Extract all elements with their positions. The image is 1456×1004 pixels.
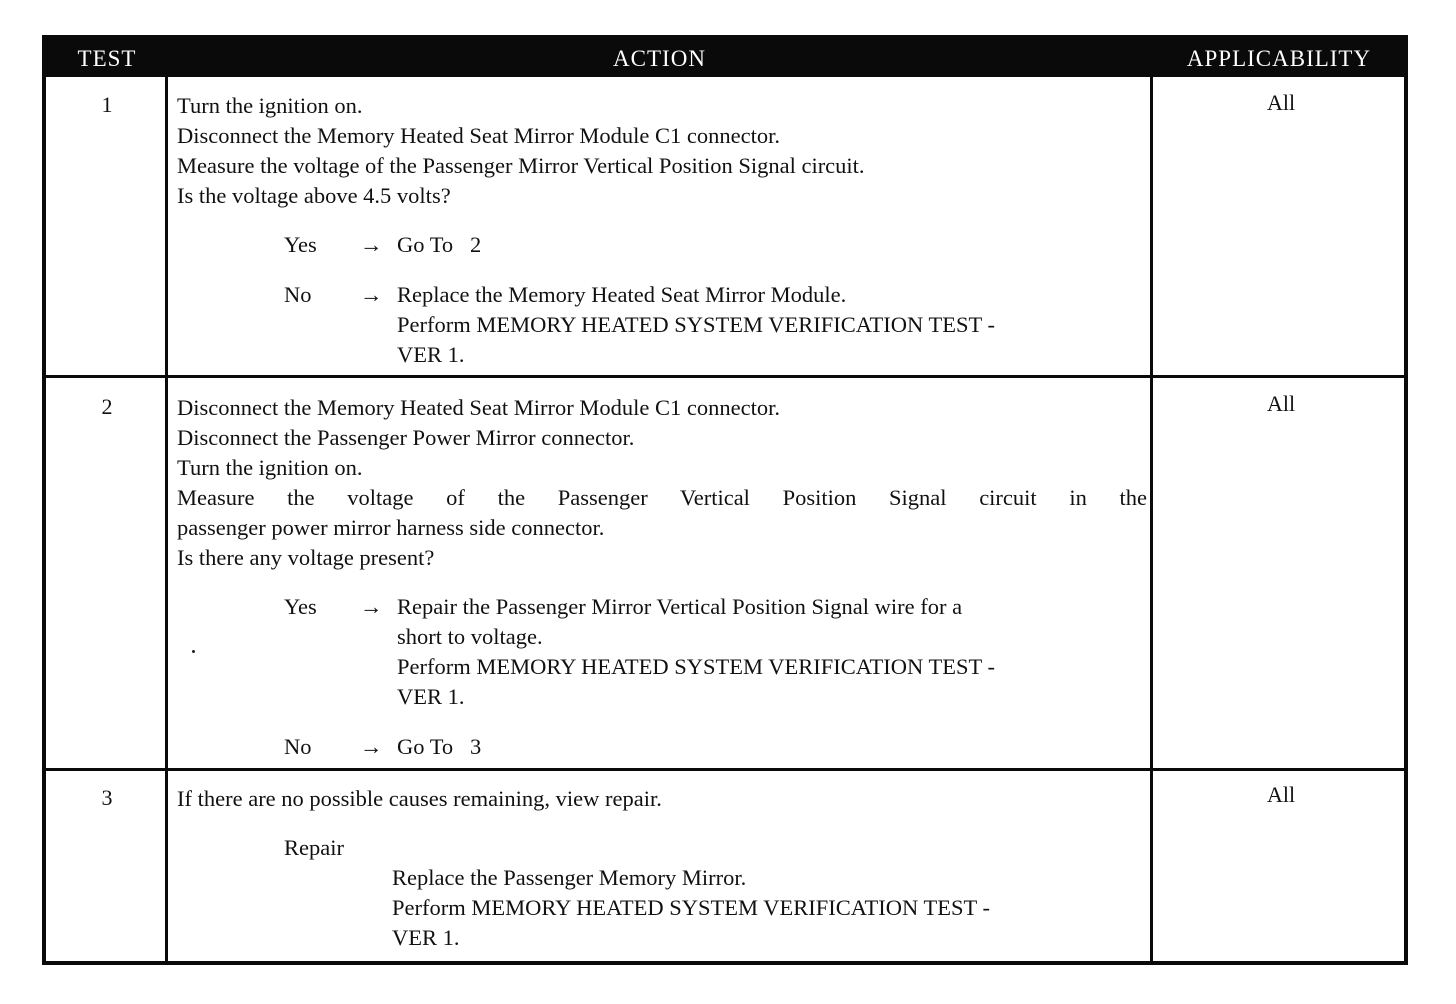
step-text: Is there any voltage present? xyxy=(177,545,435,570)
repair-text: Perform MEMORY HEATED SYSTEM VERIFICATION TEST - xyxy=(392,895,990,920)
test-number: 1 xyxy=(101,92,113,117)
row-divider xyxy=(46,375,1404,378)
step-text: Disconnect the Memory Heated Seat Mirror Module C1 connector. xyxy=(177,123,780,148)
applicability-value: All xyxy=(1266,391,1296,416)
yes-branch xyxy=(284,230,1147,260)
step-text: Turn the ignition on. xyxy=(177,455,363,480)
arrow-right-icon: → xyxy=(360,594,383,619)
column-divider xyxy=(165,39,168,961)
applicability-value: All xyxy=(1266,782,1296,807)
test-number: 2 xyxy=(101,394,113,419)
branch-text: Go To 3 xyxy=(397,734,482,759)
repair-label: Repair xyxy=(284,835,344,860)
branch-text: Repair the Passenger Mirror Vertical Position Signal wire for a xyxy=(397,594,963,619)
stray-mark xyxy=(192,650,195,653)
applicability-value: All xyxy=(1266,90,1296,115)
repair-text: Replace the Passenger Memory Mirror. xyxy=(392,865,747,890)
table-header xyxy=(46,39,1404,77)
diagnostic-test-table xyxy=(42,35,1408,965)
arrow-right-icon: → xyxy=(360,282,383,307)
arrow-right-icon: → xyxy=(360,734,383,759)
step-text: Disconnect the Passenger Power Mirror connector. xyxy=(177,425,635,450)
yes-label: Yes xyxy=(284,232,317,257)
repair-text: VER 1. xyxy=(392,925,460,950)
branch-text: Go To 2 xyxy=(397,232,482,257)
no-branch xyxy=(284,280,1147,370)
test-2-action xyxy=(177,393,1147,762)
step-text: Is the voltage above 4.5 volts? xyxy=(177,183,451,208)
step-text: Measure the voltage of the Passenger Mirror Vertical Position Signal circuit. xyxy=(177,153,865,178)
header-applicability: APPLICABILITY xyxy=(1186,46,1372,71)
yes-branch xyxy=(284,592,1147,712)
repair-branch xyxy=(284,833,1147,953)
branch-text: VER 1. xyxy=(397,684,465,709)
row-divider xyxy=(46,768,1404,771)
branch-text: VER 1. xyxy=(397,342,465,367)
no-branch xyxy=(284,732,1147,762)
step-text: Turn the ignition on. xyxy=(177,93,363,118)
yes-label: Yes xyxy=(284,594,317,619)
arrow-right-icon: → xyxy=(360,232,383,257)
header-test: TEST xyxy=(77,46,137,71)
branch-text: Perform MEMORY HEATED SYSTEM VERIFICATION TEST - xyxy=(397,312,995,337)
step-text: If there are no possible causes remaining, view repair. xyxy=(177,786,662,811)
no-label: No xyxy=(284,282,312,307)
branch-text: short to voltage. xyxy=(397,624,543,649)
branch-text: Perform MEMORY HEATED SYSTEM VERIFICATION TEST - xyxy=(397,654,995,679)
step-text: Disconnect the Memory Heated Seat Mirror Module C1 connector. xyxy=(177,395,780,420)
test-3-action xyxy=(177,784,1147,953)
step-text: passenger power mirror harness side connector. xyxy=(177,515,605,540)
branch-text: Replace the Memory Heated Seat Mirror Module. xyxy=(397,282,847,307)
test-1-action xyxy=(177,91,1147,370)
test-number: 3 xyxy=(101,785,113,810)
column-divider xyxy=(1150,39,1153,961)
header-action: ACTION xyxy=(613,46,706,71)
step-text: Measure the voltage of the Passenger Vertical Position Signal circuit in the xyxy=(177,485,1147,510)
no-label: No xyxy=(284,734,312,759)
